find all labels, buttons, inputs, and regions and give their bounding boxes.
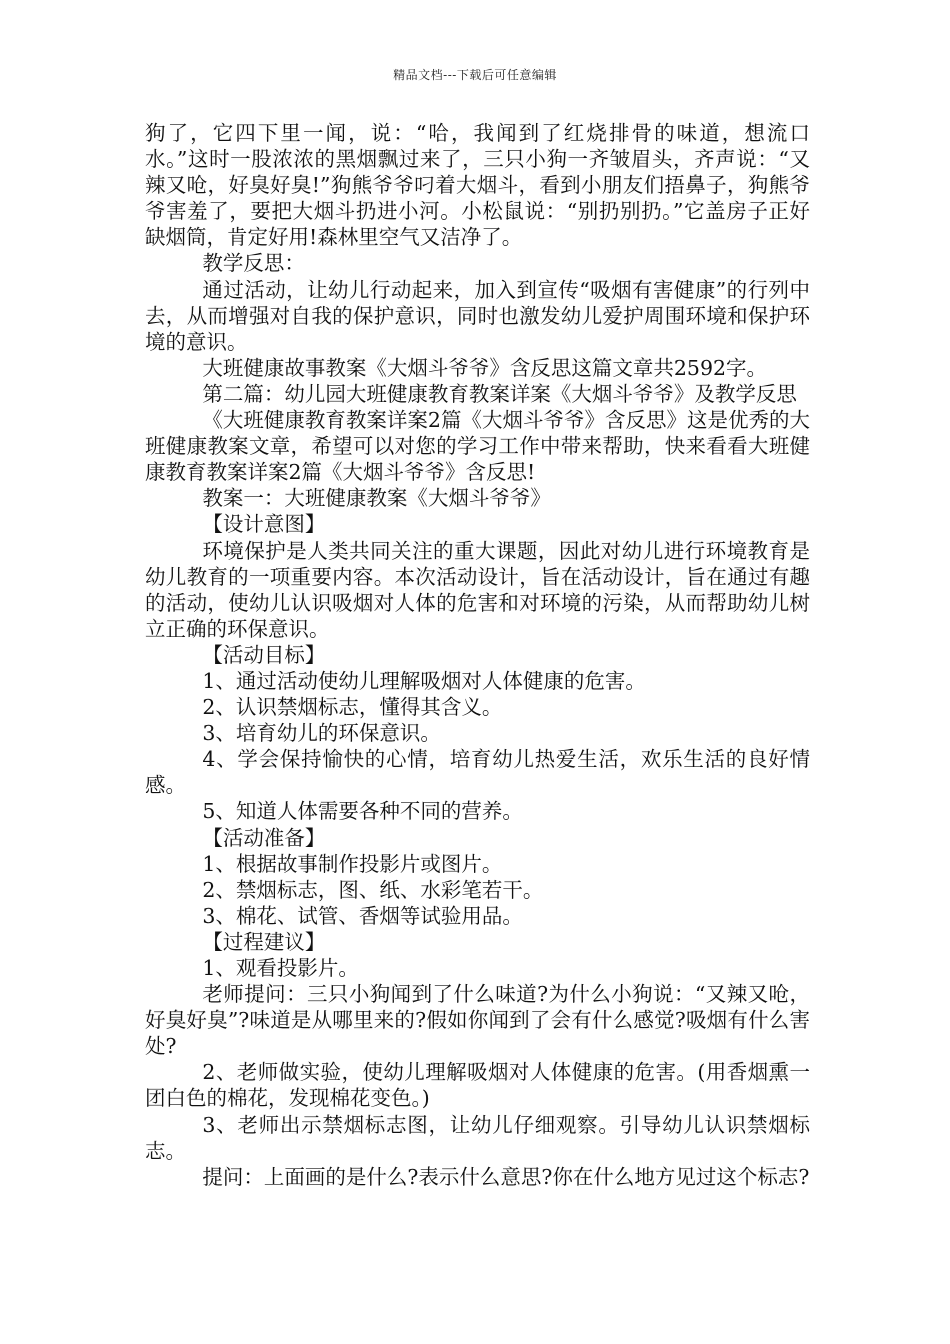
paragraph: 教学反思： — [202, 251, 305, 276]
document-body — [145, 120, 810, 1190]
section-heading: 【活动准备】 — [202, 825, 326, 850]
paragraph: 第二篇：幼儿园大班健康教育教案详案《大烟斗爷爷》及教学反思 — [202, 381, 797, 406]
list-item: 2、认识禁烟标志，懂得其含义。 — [202, 695, 503, 720]
paragraph: 3、老师出示禁烟标志图，让幼儿仔细观察。引导幼儿认识禁烟标志。 — [145, 1112, 810, 1163]
list-item: 1、观看投影片。 — [202, 956, 359, 980]
section-heading: 【设计意图】 — [202, 512, 326, 537]
paragraph: 狗了，它四下里一闻，说：“哈，我闻到了红烧排骨的味道，想流口水。”这时一股浓浓的黑烟飘过来了，三只小狗一齐皱眉头，齐声说：“又辣又呛，好臭好臭!”狗熊爷爷叼着大烟斗，看到小朋友们捂鼻子，狗熊爷爷害羞了，要把大烟斗扔进小河。小松鼠说：“别扔别扔。”它盖房子正好缺烟筒，肯定好用!森林里空气又洁净了。 — [145, 121, 810, 250]
paragraph: 大班健康故事教案《大烟斗爷爷》含反思这篇文章共2592字。 — [202, 355, 768, 380]
list-item: 5、知道人体需要各种不同的营养。 — [202, 799, 523, 824]
paragraph: 教案一：大班健康教案《大烟斗爷爷》 — [202, 486, 551, 511]
section-heading: 【活动目标】 — [202, 642, 326, 667]
list-item: 3、培育幼儿的环保意识。 — [202, 721, 441, 746]
list-item: 4、学会保持愉快的心情，培育幼儿热爱生活，欢乐生活的良好情感。 — [145, 747, 810, 798]
section-heading: 【过程建议】 — [202, 929, 326, 954]
paragraph: 提问：上面画的是什么?表示什么意思?你在什么地方见过这个标志? — [202, 1164, 810, 1189]
page-header: 精品文档---下载后可任意编辑 — [393, 68, 557, 82]
paragraph: 通过活动，让幼儿行动起来，加入到宣传“吸烟有害健康”的行列中去，从而增强对自我的保护意识，同时也激发幼儿爱护周围环境和保护环境的意识。 — [145, 277, 810, 354]
list-item: 1、通过活动使幼儿理解吸烟对人体健康的危害。 — [202, 668, 646, 693]
paragraph: 老师提问：三只小狗闻到了什么味道?为什么小狗说：“又辣又呛，好臭好臭”?味道是从哪里来的?假如你闻到了会有什么感觉?吸烟有什么害处? — [145, 982, 810, 1059]
paragraph: 环境保护是人类共同关注的重大课题，因此对幼儿进行环境教育是幼儿教育的一项重要内容。本次活动设计，旨在活动设计，旨在通过有趣的活动，使幼儿认识吸烟对人体的危害和对环境的污染，从而帮助幼儿树立正确的环保意识。 — [145, 538, 810, 641]
paragraph: 2、老师做实验，使幼儿理解吸烟对人体健康的危害。(用香烟熏一团白色的棉花，发现棉花变色。) — [145, 1060, 810, 1111]
list-item: 1、根据故事制作投影片或图片。 — [202, 851, 503, 876]
list-item: 3、棉花、试管、香烟等试验用品。 — [202, 903, 523, 928]
paragraph: 《大班健康教育教案详案2篇《大烟斗爷爷》含反思》这是优秀的大班健康教案文章，希望可以对您的学习工作中带来帮助，快来看看大班健康教育教案详案2篇《大烟斗爷爷》含反思! — [145, 408, 810, 485]
list-item: 2、禁烟标志，图、纸、水彩笔若干。 — [202, 877, 544, 902]
